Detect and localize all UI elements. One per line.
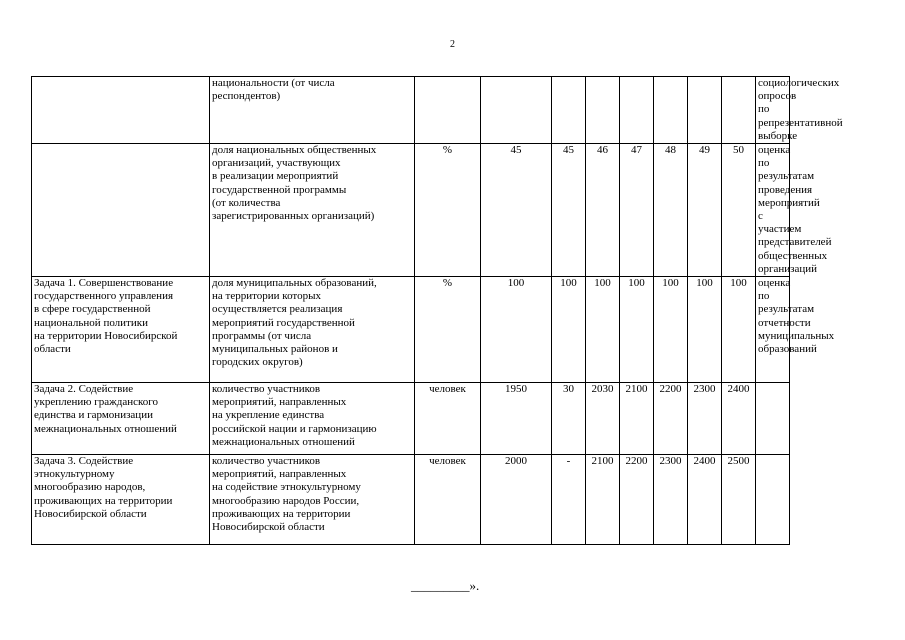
value-cell: 45 — [481, 144, 552, 277]
table-row — [32, 277, 902, 383]
value-cell: 100 — [586, 277, 620, 383]
table-row — [32, 383, 902, 455]
value-cell: 45 — [552, 144, 586, 277]
value-cell: 2030 — [586, 383, 620, 455]
value-cell: 2000 — [481, 455, 552, 545]
value-cell: 1950 — [481, 383, 552, 455]
indicator-cell: доля муниципальных образований, на территории которых осуществляется реализация мероприятий государственной программы (от числа муниципальных районов и городских округов) — [210, 277, 415, 383]
task-cell: Задача 1. Совершенствование государственного управления в сфере государственной национальной политики на территории Новосибирской области — [32, 277, 210, 383]
value-cell: 30 — [552, 383, 586, 455]
value-cell: 49 — [688, 144, 722, 277]
closing-mark: _________». — [411, 578, 480, 593]
value-cell: 2500 — [722, 455, 756, 545]
value-cell — [586, 77, 620, 144]
indicator-cell: количество участников мероприятий, направленных на содействие этнокультурному многообразию народов России, проживающих на территории Новосибирской области — [210, 455, 415, 545]
table-body — [32, 77, 902, 545]
source-cell — [756, 383, 790, 455]
indicator-cell: количество участников мероприятий, направленных на укрепление единства российской нации и гармонизацию межнациональных отношений — [210, 383, 415, 455]
unit-cell: человек — [415, 455, 481, 545]
page-number: 2 — [450, 39, 455, 50]
unit-cell: человек — [415, 383, 481, 455]
source-cell — [756, 455, 790, 545]
value-cell: 46 — [586, 144, 620, 277]
task-cell: Задача 2. Содействие укреплению гражданского единства и гармонизации межнациональных отношений — [32, 383, 210, 455]
value-cell: 100 — [620, 277, 654, 383]
value-cell: 2300 — [688, 383, 722, 455]
table-row — [32, 144, 902, 277]
value-cell: 2200 — [620, 455, 654, 545]
task-cell — [32, 144, 210, 277]
value-cell: 100 — [722, 277, 756, 383]
task-cell — [32, 77, 210, 144]
value-cell — [722, 77, 756, 144]
indicators-table — [31, 76, 902, 545]
value-cell — [620, 77, 654, 144]
value-cell: 2300 — [654, 455, 688, 545]
unit-cell: % — [415, 144, 481, 277]
value-cell: 47 — [620, 144, 654, 277]
table-row — [32, 455, 902, 545]
value-cell: 2400 — [722, 383, 756, 455]
value-cell: 50 — [722, 144, 756, 277]
value-cell: 100 — [481, 277, 552, 383]
value-cell: 48 — [654, 144, 688, 277]
value-cell — [654, 77, 688, 144]
source-cell: оценка по результатам проведения мероприятий с участием представителей общественных организаций — [756, 144, 790, 277]
indicator-cell: доля национальных общественных организаций, участвующих в реализации мероприятий государственной программы (от количества зарегистрированных организаций) — [210, 144, 415, 277]
value-cell — [552, 77, 586, 144]
value-cell: 2100 — [620, 383, 654, 455]
value-cell — [688, 77, 722, 144]
source-cell: социологических опросов по репрезентативной выборке — [756, 77, 790, 144]
table-row — [32, 77, 902, 144]
value-cell: 2100 — [586, 455, 620, 545]
value-cell: - — [552, 455, 586, 545]
value-cell: 100 — [688, 277, 722, 383]
indicator-cell: национальности (от числа респондентов) — [210, 77, 415, 144]
task-cell: Задача 3. Содействие этнокультурному многообразию народов, проживающих на территории Новосибирской области — [32, 455, 210, 545]
value-cell: 2200 — [654, 383, 688, 455]
source-cell: оценка по результатам отчетности муниципальных образований — [756, 277, 790, 383]
unit-cell: % — [415, 277, 481, 383]
value-cell: 2400 — [688, 455, 722, 545]
value-cell: 100 — [552, 277, 586, 383]
value-cell — [481, 77, 552, 144]
unit-cell — [415, 77, 481, 144]
value-cell: 100 — [654, 277, 688, 383]
